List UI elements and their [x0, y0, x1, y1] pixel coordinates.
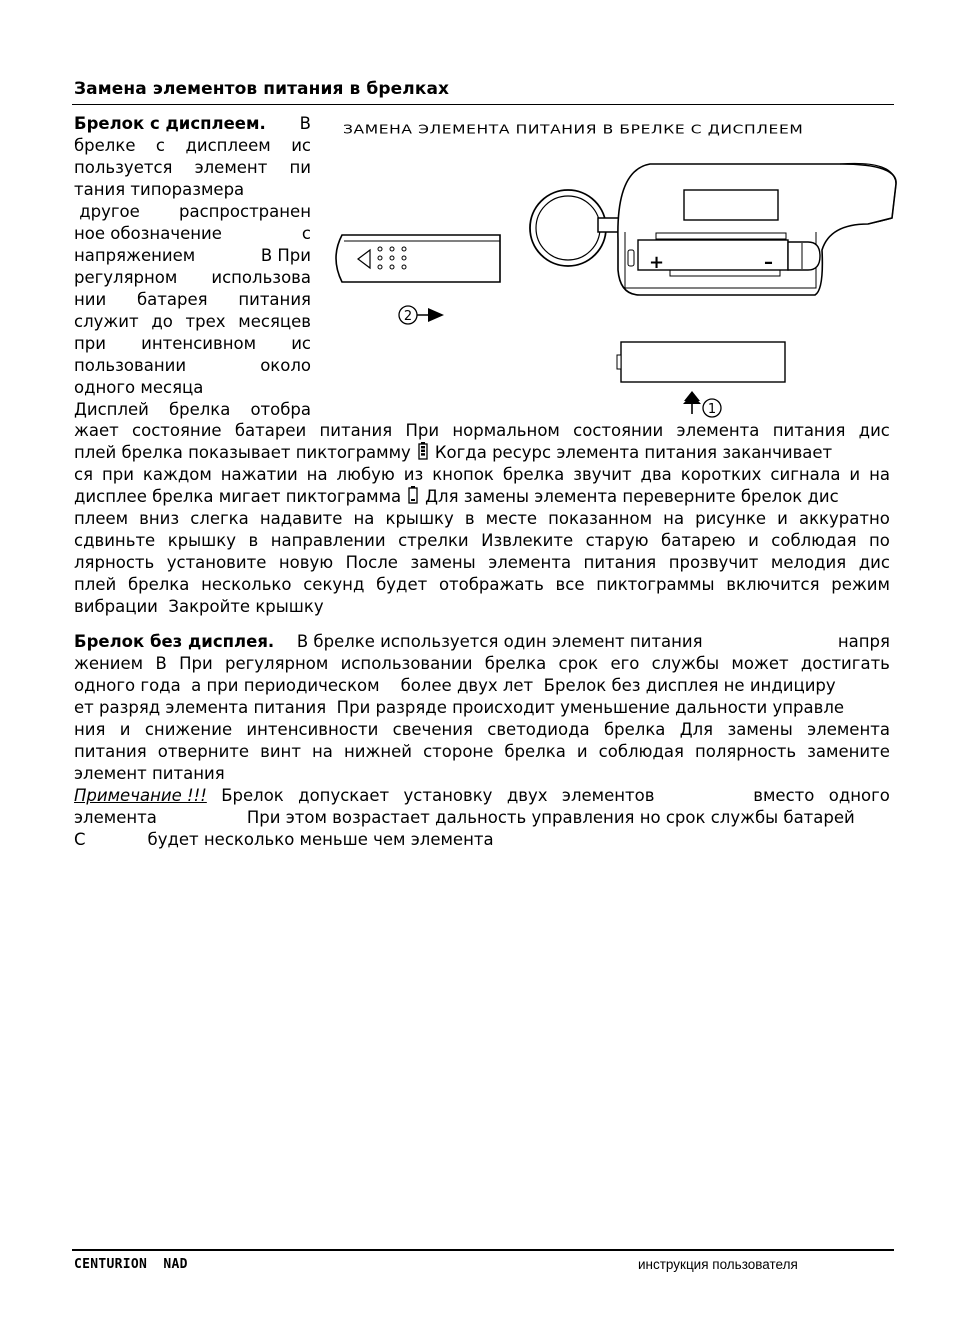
text-word: брелка	[504, 742, 566, 761]
title-rule	[72, 104, 894, 105]
text-word: использовании	[340, 654, 473, 673]
text-word: на	[869, 465, 890, 484]
text-word: установите	[166, 553, 267, 572]
text-word: соблюдая	[598, 742, 684, 761]
text-word: батареи	[234, 421, 307, 440]
text-line	[74, 719, 890, 741]
text-word: коротких	[680, 465, 762, 484]
text-word: питания	[772, 421, 846, 440]
text-word: нижней	[343, 742, 413, 761]
svg-text:1: 1	[707, 402, 717, 417]
text-word: отобра	[250, 400, 311, 419]
text-line	[74, 420, 890, 442]
text-word: каждом	[142, 465, 212, 484]
section1-heading: Брелок с дисплеем.	[74, 114, 266, 133]
text-word: ис	[291, 136, 311, 155]
text-word: ное обозначение	[74, 224, 222, 243]
text-word: элемент питания	[74, 764, 225, 783]
note-text: С	[74, 830, 86, 849]
text-word: брелка	[502, 465, 565, 484]
text-word: на	[312, 742, 333, 761]
text-word: стороне	[423, 742, 494, 761]
text-word: соблюдая	[771, 531, 857, 550]
text-word: два	[640, 465, 672, 484]
text-word: стрелки	[398, 531, 469, 550]
text-word: мелодия	[770, 553, 847, 572]
figure-title: ЗАМЕНА ЭЛЕМЕНТА ПИТАНИЯ В БРЕЛКЕ С ДИСПЛЕЕМ	[343, 122, 804, 137]
text-word: аккуратно	[798, 509, 890, 528]
text-word: замените	[807, 742, 890, 761]
text-line	[74, 267, 311, 289]
text-word: питания	[74, 742, 147, 761]
text-line	[74, 508, 890, 530]
note-word: элементов	[561, 786, 655, 805]
blank-gap	[669, 785, 739, 807]
text-word: из	[403, 465, 424, 484]
text-word: надавите	[259, 509, 343, 528]
text-word: питания	[319, 421, 393, 440]
text-word: около	[260, 356, 311, 375]
text-word: свечения	[392, 720, 473, 739]
text-word: звучит	[573, 465, 632, 484]
text-word: В брелке используется один элемент питания	[296, 632, 703, 651]
text-word: прозвучит	[668, 553, 759, 572]
text-word: При	[179, 654, 213, 673]
text-word: трех	[185, 312, 226, 331]
battery-low-icon	[408, 486, 418, 504]
svg-text:–: –	[764, 252, 773, 273]
text-word: пользовании	[74, 356, 187, 375]
text-word: Когда ресурс элемента питания заканчивает	[434, 443, 833, 462]
text-word: пи	[289, 158, 311, 177]
text-word: сигнала	[770, 465, 841, 484]
text-word: крышку	[167, 531, 236, 550]
text-line	[74, 223, 311, 245]
text-word: одного года а при периодическом более двух лет Брелок без дисплея не индициру	[74, 676, 836, 695]
text-word: брелка	[603, 720, 666, 739]
text-word: элемента	[488, 553, 572, 572]
text-word: дис	[858, 421, 890, 440]
text-word: Для замены элемента переверните брелок дис	[425, 487, 839, 506]
text-word: другое	[74, 202, 140, 221]
text-line	[74, 464, 890, 486]
text-word: пользуется	[74, 158, 173, 177]
text-line	[74, 179, 311, 201]
text-word: отображать	[438, 575, 544, 594]
text-word: режим	[831, 575, 890, 594]
text-word: светодиода	[487, 720, 590, 739]
text-line	[74, 697, 890, 719]
text-line	[74, 377, 311, 399]
text-word: В При	[260, 246, 311, 265]
text-word: регулярном	[224, 654, 329, 673]
text-word: Извлеките	[481, 531, 574, 550]
text-word: дисплее брелка мигает пиктограмма	[74, 487, 402, 506]
text-line	[74, 631, 890, 653]
text-word: вибрации Закройте крышку	[74, 597, 324, 616]
text-word: регулярном	[74, 268, 178, 287]
note-word: двух	[506, 786, 548, 805]
text-line	[74, 333, 311, 355]
text-line	[74, 157, 311, 179]
text-line	[74, 245, 311, 267]
text-word: жает	[74, 421, 119, 440]
text-word: до	[151, 312, 173, 331]
text-word: рисунке	[695, 509, 767, 528]
battery-replacement-figure	[320, 150, 910, 430]
text-word: одного месяца	[74, 378, 204, 397]
text-line	[74, 741, 890, 763]
text-word: все	[555, 575, 585, 594]
text-word: может	[731, 654, 789, 673]
text-word: и	[777, 509, 788, 528]
text-word: новую	[278, 553, 334, 572]
text-word: использова	[211, 268, 311, 287]
text-word: любую	[336, 465, 395, 484]
text-word: службы	[651, 654, 720, 673]
text-word: ся	[74, 465, 93, 484]
text-word: состояние	[132, 421, 222, 440]
text-word: снижение	[144, 720, 233, 739]
text-word: замены	[410, 553, 476, 572]
text-word: плеем	[74, 509, 129, 528]
text-word: старую	[585, 531, 649, 550]
footer-rule	[72, 1249, 894, 1251]
text-word: Для	[679, 720, 714, 739]
text-line	[74, 289, 311, 311]
text-word: жением	[74, 654, 144, 673]
note-word: вместо	[753, 786, 815, 805]
text-word: с	[301, 224, 311, 243]
text-word: плей	[74, 575, 117, 594]
text-word: брелка	[484, 654, 547, 673]
step-2-marker	[399, 306, 444, 324]
loose-battery-illustration	[617, 342, 785, 382]
text-line: Брелок с дисплеем. В	[74, 114, 311, 133]
text-word: направлении	[270, 531, 386, 550]
text-word: винт	[260, 742, 301, 761]
text-word: распространен	[178, 202, 311, 221]
text-word: ет разряд элемента питания При разряде происходит уменьшение дальности управле	[74, 698, 845, 717]
text-word: достигать	[800, 654, 890, 673]
section1-left-column	[74, 113, 311, 421]
text-line	[74, 530, 890, 552]
text-word: нии	[74, 290, 107, 309]
note-text: элемента	[74, 808, 157, 827]
text-word: батарея	[137, 290, 208, 309]
text-word: Дисплей	[74, 400, 149, 419]
note-label: Примечание !!!	[74, 786, 207, 805]
text-word: лярность	[74, 553, 155, 572]
text-word: нажатии	[220, 465, 298, 484]
text-word: замены	[727, 720, 793, 739]
text-word: крышку	[385, 509, 454, 528]
note-word: Брелок	[221, 786, 284, 805]
text-line	[74, 574, 890, 596]
section2-body	[74, 631, 890, 785]
text-word: интенсивном	[141, 334, 257, 353]
text-word: питания	[238, 290, 311, 309]
blank-gap	[725, 631, 815, 653]
text-word: с	[155, 136, 165, 155]
text-word: срок	[558, 654, 599, 673]
note-word: установку	[403, 786, 493, 805]
text-word: при	[101, 465, 134, 484]
svg-text:+: +	[649, 252, 665, 273]
text-word: полярность	[694, 742, 797, 761]
section2-heading: Брелок без дисплея.	[74, 632, 275, 651]
text-word: элемент	[194, 158, 268, 177]
text-word: В	[155, 654, 167, 673]
text-word: секунд	[303, 575, 365, 594]
page-title: Замена элементов питания в брелках	[74, 79, 450, 99]
text-word: по	[869, 531, 890, 550]
text-word: брелка	[127, 575, 190, 594]
text-word: в	[248, 531, 259, 550]
text-word: вниз	[139, 509, 180, 528]
note-text: При этом возрастает дальность управления но срок службы батарей	[246, 808, 855, 827]
text-word: батарею	[661, 531, 736, 550]
text-line	[74, 675, 890, 697]
text-word: отверните	[157, 742, 250, 761]
text-word: и	[748, 531, 759, 550]
text-word: элемента	[807, 720, 890, 739]
text-word: служит	[74, 312, 139, 331]
text-word: показанном	[548, 509, 653, 528]
text-word: в	[464, 509, 475, 528]
text-line	[74, 486, 890, 508]
text-word: нормальном	[452, 421, 560, 440]
text-word: интенсивности	[246, 720, 379, 739]
text-word: слегка	[190, 509, 249, 528]
text-word: включится	[726, 575, 820, 594]
text-word: состоянии	[573, 421, 664, 440]
text-line	[74, 442, 890, 464]
text-word: несколько	[201, 575, 292, 594]
text-word: дис	[858, 553, 890, 572]
text-word: напряжением	[74, 246, 196, 265]
text-word: при	[74, 334, 106, 353]
key-fob-body-illustration	[618, 163, 896, 295]
text-line	[74, 653, 890, 675]
footer-doc-type: инструкция пользователя	[638, 1257, 798, 1272]
text-word: и	[576, 742, 588, 761]
text-word: При	[405, 421, 440, 440]
text-word: и	[849, 465, 861, 484]
text-word: напря	[837, 632, 890, 651]
text-line	[74, 399, 311, 421]
text-word: После	[345, 553, 398, 572]
text-word: ис	[291, 334, 311, 353]
text-word: кнопок	[432, 465, 494, 484]
battery-full-icon	[418, 442, 428, 460]
text-word: элемента	[676, 421, 760, 440]
text-word: брелке	[74, 136, 136, 155]
text-word: питания	[583, 553, 657, 572]
text-word: брелка	[168, 400, 231, 419]
step-1-marker	[683, 391, 721, 417]
text-word: дисплеем	[185, 136, 271, 155]
text-word: его	[610, 654, 640, 673]
text-word: месяцев	[238, 312, 311, 331]
text-word: пиктограммы	[596, 575, 715, 594]
section1-body	[74, 420, 890, 618]
key-ring-illustration	[530, 190, 620, 266]
text-line	[74, 311, 311, 333]
text-word: на	[663, 509, 685, 528]
text-line	[74, 201, 311, 223]
footer-brand: CENTURION NAD	[74, 1257, 188, 1272]
text-word: тания типоразмера	[74, 180, 245, 199]
text-word: месте	[485, 509, 538, 528]
text-word: сдвиньте	[74, 531, 156, 550]
text-word: на	[353, 509, 375, 528]
text-line	[74, 355, 311, 377]
note-block	[74, 785, 890, 851]
text-word: на	[306, 465, 328, 484]
text-word: и	[119, 720, 131, 739]
text-word: будет	[376, 575, 428, 594]
note-word: допускает	[298, 786, 390, 805]
text-line	[74, 552, 890, 574]
battery-cover-illustration	[336, 235, 500, 282]
svg-text:2: 2	[403, 309, 413, 324]
text-line	[74, 763, 890, 785]
text-word: плей брелка показывает пиктограмму	[74, 443, 411, 462]
note-text: будет несколько меньше чем элемента	[147, 830, 494, 849]
note-word: одного	[828, 786, 890, 805]
text-line	[74, 596, 890, 618]
text-line	[74, 135, 311, 157]
text-word: ния	[74, 720, 106, 739]
